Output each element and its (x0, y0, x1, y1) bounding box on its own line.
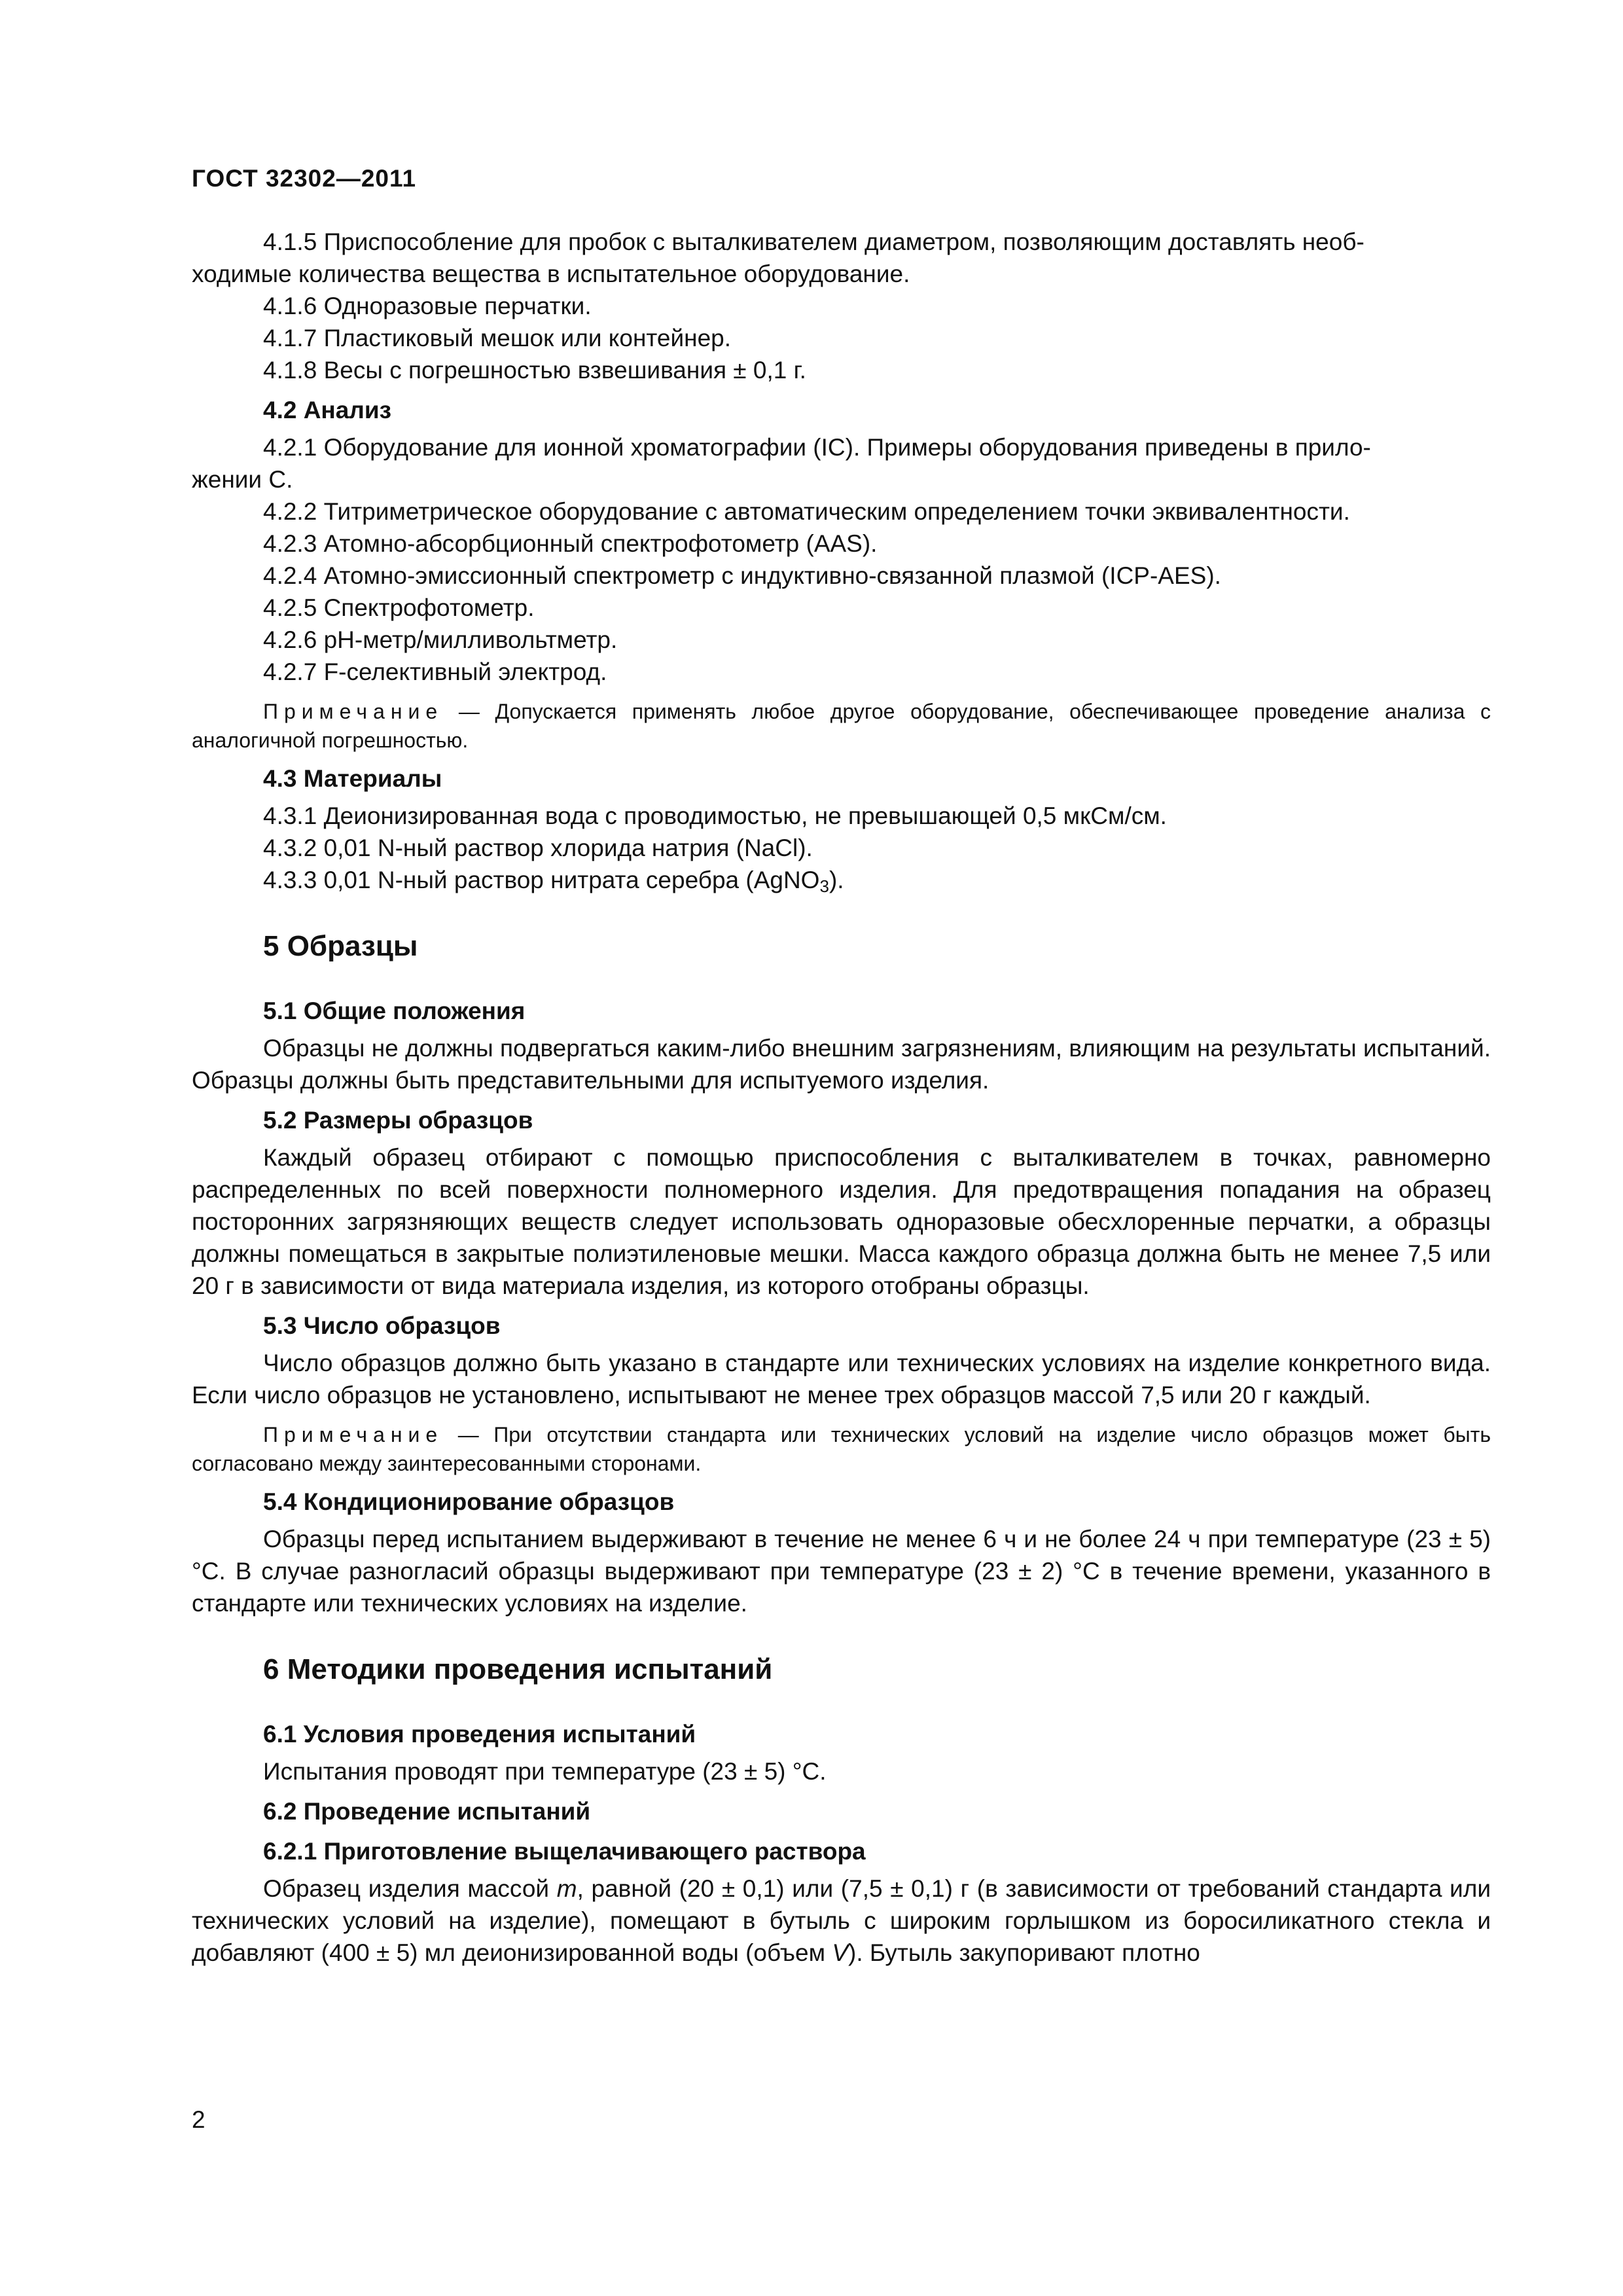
heading-4-2: 4.2 Анализ (263, 397, 392, 423)
item-4-2-7: 4.2.7 F-селективный электрод. (263, 658, 607, 685)
paragraph-6-1: Испытания проводят при температуре (23 ± 5) °С. (263, 1758, 827, 1785)
note-2: Примечание — При отсутствии стандарта или технических условий на изделие число образцов может быть согласовано между заинтересованными сторонами. (192, 1423, 1491, 1475)
paragraph-5-1: Образцы не должны подвергаться каким-либо внешним загрязнениям, влияющим на результаты испытаний. Образцы должны быть представительными для испытуемого изделия. (192, 1035, 1491, 1094)
document-header: ГОСТ 32302—2011 (192, 165, 417, 192)
item-4-2-1: 4.2.1 Оборудование для ионной хроматографии (IC). Примеры оборудования приведены в прило- жении С. (192, 434, 1371, 493)
item-4-3-1: 4.3.1 Деионизированная вода с проводимостью, не превышающей 0,5 мкСм/см. (263, 802, 1167, 829)
document-body (192, 226, 1491, 1969)
heading-6-2-1: 6.2.1 Приготовление выщелачивающего раствора (263, 1838, 866, 1865)
heading-6-2: 6.2 Проведение испытаний (263, 1798, 591, 1825)
item-4-2-3: 4.2.3 Атомно-абсорбционный спектрофотометр (AAS). (263, 530, 878, 557)
heading-5-2: 5.2 Размеры образцов (263, 1107, 533, 1134)
item-4-3-2: 4.3.2 0,01 N-ный раствор хлорида натрия (NaCl). (263, 834, 813, 861)
page-number: 2 (192, 2106, 205, 2133)
item-4-1-8: 4.1.8 Весы с погрешностью взвешивания ± 0,1 г. (263, 357, 806, 384)
note-label: Примечание (263, 700, 444, 723)
item-4-1-5: 4.1.5 Приспособление для пробок с выталкивателем диаметром, позволяющим доставлять необ- ходимые количества вещества в испытательное оборудование. (192, 228, 1364, 287)
item-4-1-6: 4.1.6 Одноразовые перчатки. (263, 293, 592, 319)
item-4-2-5: 4.2.5 Спектрофотометр. (263, 594, 535, 621)
paragraph-6-2-1: Образец изделия массой m, равной (20 ± 0,1) или (7,5 ± 0,1) г (в зависимости от требований стандарта или технических условий на изделие), помещают в бутыль с широким горлышком из боросиликатного стекла и добавляют (400 ± 5) мл деионизированной воды (объем V). Бутыль закупоривают плотно (192, 1875, 1491, 1966)
heading-4-3: 4.3 Материалы (263, 765, 442, 792)
heading-5-4: 5.4 Кондиционирование образцов (263, 1488, 675, 1515)
section-5-title: 5 Образцы (263, 930, 418, 962)
paragraph-5-4: Образцы перед испытанием выдерживают в течение не менее 6 ч и не более 24 ч при температуре (23 ± 5) °С. В случае разногласий образцы выдерживают при температуре (23 ± 2) °С в течение времени, указанного в стандарте или технических условиях на изделие. (192, 1526, 1491, 1617)
paragraph-5-3: Число образцов должно быть указано в стандарте или технических условиях на изделие конкретного вида. Если число образцов не установлено, испытывают не менее трех образцов массой 7,5 или 20 г каждый. (192, 1350, 1491, 1408)
note-1: Примечание — Допускается применять любое другое оборудование, обеспечивающее проведение анализа с аналогичной погрешностью. (192, 700, 1491, 752)
paragraph-5-2: Каждый образец отбирают с помощью приспособления с выталкивателем в точках, равномерно распределенных по всей поверхности полномерного изделия. Для предотвращения попадания на образец посторонних загрязняющих веществ следует использовать одноразовые обесхлоренные перчатки, а образцы должны помещаться в закрытые полиэтиленовые мешки. Масса каждого образца должна быть не менее 7,5 или 20 г в зависимости от вида материала изделия, из которого отобраны образцы. (192, 1144, 1491, 1299)
item-4-2-6: 4.2.6 рН-метр/милливольтметр. (263, 626, 618, 653)
section-6-title: 6 Методики проведения испытаний (263, 1653, 773, 1685)
heading-6-1: 6.1 Условия проведения испытаний (263, 1721, 696, 1748)
heading-5-3: 5.3 Число образцов (263, 1312, 501, 1339)
item-4-3-3: 4.3.3 0,01 N-ный раствор нитрата серебра (AgNO$_3$). (263, 867, 844, 896)
heading-5-1: 5.1 Общие положения (263, 997, 526, 1024)
note-label: Примечание (263, 1423, 444, 1446)
item-4-2-4: 4.2.4 Атомно-эмиссионный спектрометр с индуктивно-связанной плазмой (ICP-AES). (263, 562, 1221, 589)
item-4-1-7: 4.1.7 Пластиковый мешок или контейнер. (263, 325, 732, 351)
item-4-2-2: 4.2.2 Титриметрическое оборудование с автоматическим определением точки эквивалентности. (263, 498, 1350, 525)
